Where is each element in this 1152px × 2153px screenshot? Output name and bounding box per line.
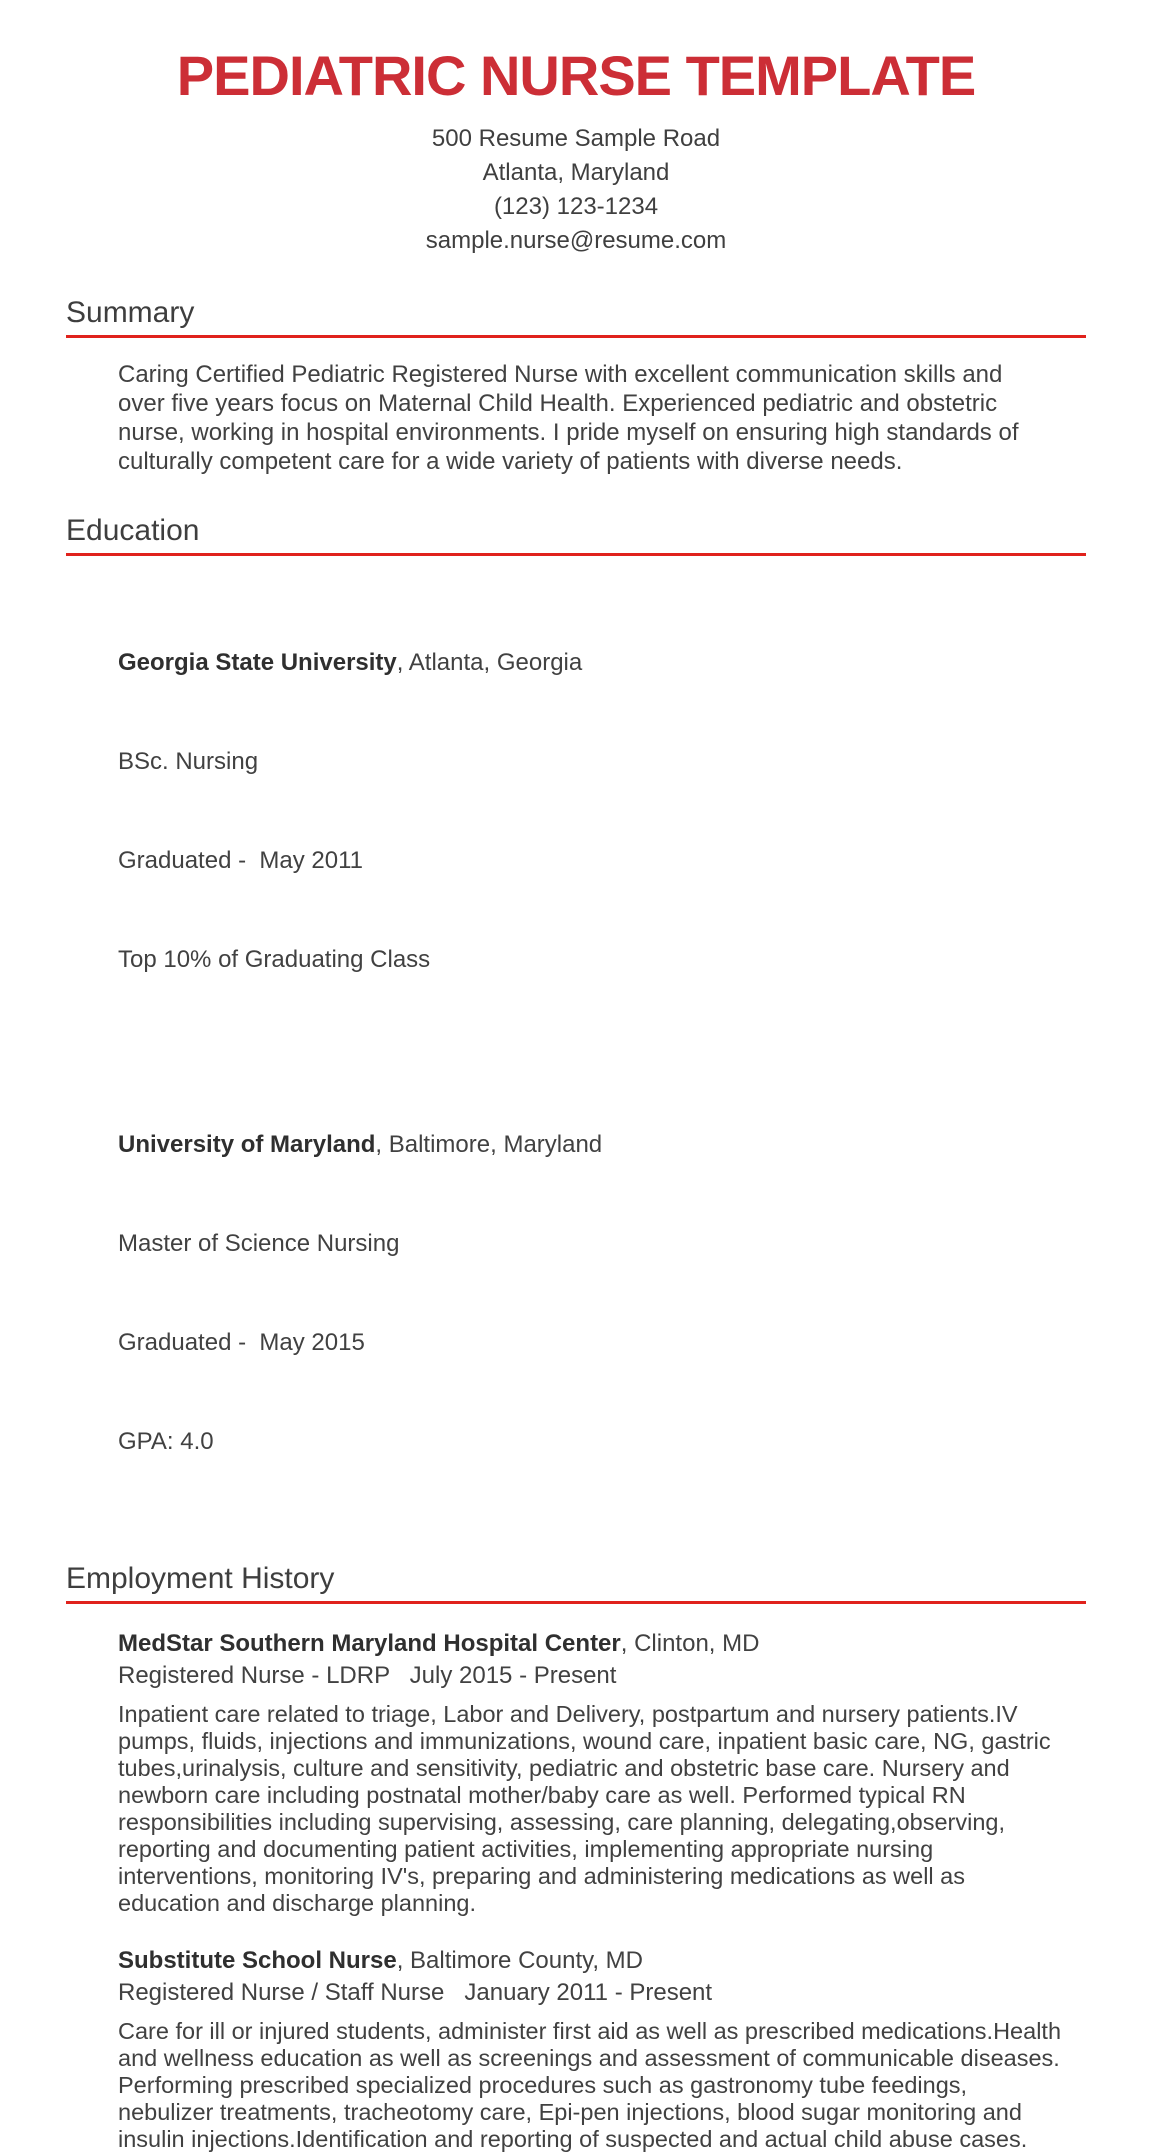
- employment-heading: Employment History: [66, 1562, 335, 1595]
- page-title: PEDIATRIC NURSE TEMPLATE: [176, 44, 976, 107]
- contact-address: 500 Resume Sample Road: [431, 125, 721, 152]
- education-honor: Top 10% of Graduating Class: [118, 946, 431, 973]
- school-name: Georgia State University: [118, 649, 397, 676]
- resume-body: [0, 296, 1152, 2153]
- employment-entry-title: [118, 1945, 1086, 1977]
- job-role-dates: Registered Nurse - LDRP July 2015 - Present: [118, 1662, 617, 1689]
- job-role-dates: Registered Nurse / Staff Nurse January 2011 - Present: [118, 1979, 713, 2006]
- education-entry: [118, 1062, 1086, 1524]
- job-description: Inpatient care related to triage, Labor and Delivery, postpartum and nursery patients.IV pumps, fluids, injections and immunizations, wound care, inpatient basic care, NG, gastric tubes,urinalysis, culture and sensitivity, pediatric and obstetric base care. Nursery and newborn care including postnatal mother/baby care as well. Performed typical RN responsibilities including supervising, assessing, care planning, delegating,observing, reporting and documenting patient activities, implementing appropriate nursing interventions, monitoring IV's, preparing and administering medications as well as education and discharge planning.: [118, 1701, 1051, 1916]
- education-gpa: GPA: 4.0: [118, 1428, 214, 1455]
- education-section: [66, 514, 1086, 1524]
- education-degree: BSc. Nursing: [118, 748, 259, 775]
- company-name: Substitute School Nurse: [118, 1947, 397, 1974]
- education-graduation: Graduated - May 2011: [118, 847, 364, 874]
- company-location: , Clinton, MD: [620, 1630, 760, 1657]
- summary-section: [66, 296, 1086, 476]
- education-entry: [118, 580, 1086, 1042]
- company-location: , Baltimore County, MD: [396, 1947, 643, 1974]
- employment-entry: [118, 1945, 1086, 2153]
- education-divider: [66, 553, 1086, 556]
- education-entry-title: [118, 1128, 1086, 1161]
- school-location: , Baltimore, Maryland: [375, 1131, 603, 1158]
- contact-city-state: Atlanta, Maryland: [482, 159, 670, 186]
- job-description: Care for ill or injured students, administer first aid as well as prescribed medications.Health and wellness education as well as screenings and assessment of communicable diseases. Performing prescribed specialized procedures such as gastronomy tube feedings, nebulizer treatments, tracheotomy care, Epi-pen injections, blood sugar monitoring and insulin injections.Identification and reporting of suspected and actual child abuse cases.: [118, 2018, 1062, 2152]
- education-entry-title: [118, 646, 1086, 679]
- employment-section: [66, 1562, 1086, 2153]
- company-name: MedStar Southern Maryland Hospital Center: [118, 1630, 621, 1657]
- summary-heading: Summary: [66, 296, 195, 329]
- education-graduation: Graduated - May 2015: [118, 1329, 365, 1356]
- employment-entry: [118, 1628, 1086, 1917]
- contact-email: sample.nurse@resume.com: [425, 227, 727, 254]
- school-name: University of Maryland: [118, 1131, 376, 1158]
- summary-divider: [66, 335, 1086, 338]
- employment-entry-title: [118, 1628, 1086, 1660]
- contact-phone: (123) 123-1234: [493, 193, 659, 220]
- summary-text: Caring Certified Pediatric Registered Nurse with excellent communication skills and over five years focus on Maternal Child Health. Experienced pediatric and obstetric nurse, working in hospital environments. I pride myself on ensuring high standards of culturally competent care for a wide variety of patients with diverse needs.: [118, 361, 1019, 475]
- school-location: , Atlanta, Georgia: [396, 649, 583, 676]
- education-heading: Education: [66, 514, 200, 547]
- education-degree: Master of Science Nursing: [118, 1230, 400, 1257]
- employment-divider: [66, 1601, 1086, 1604]
- contact-block: [0, 122, 1152, 258]
